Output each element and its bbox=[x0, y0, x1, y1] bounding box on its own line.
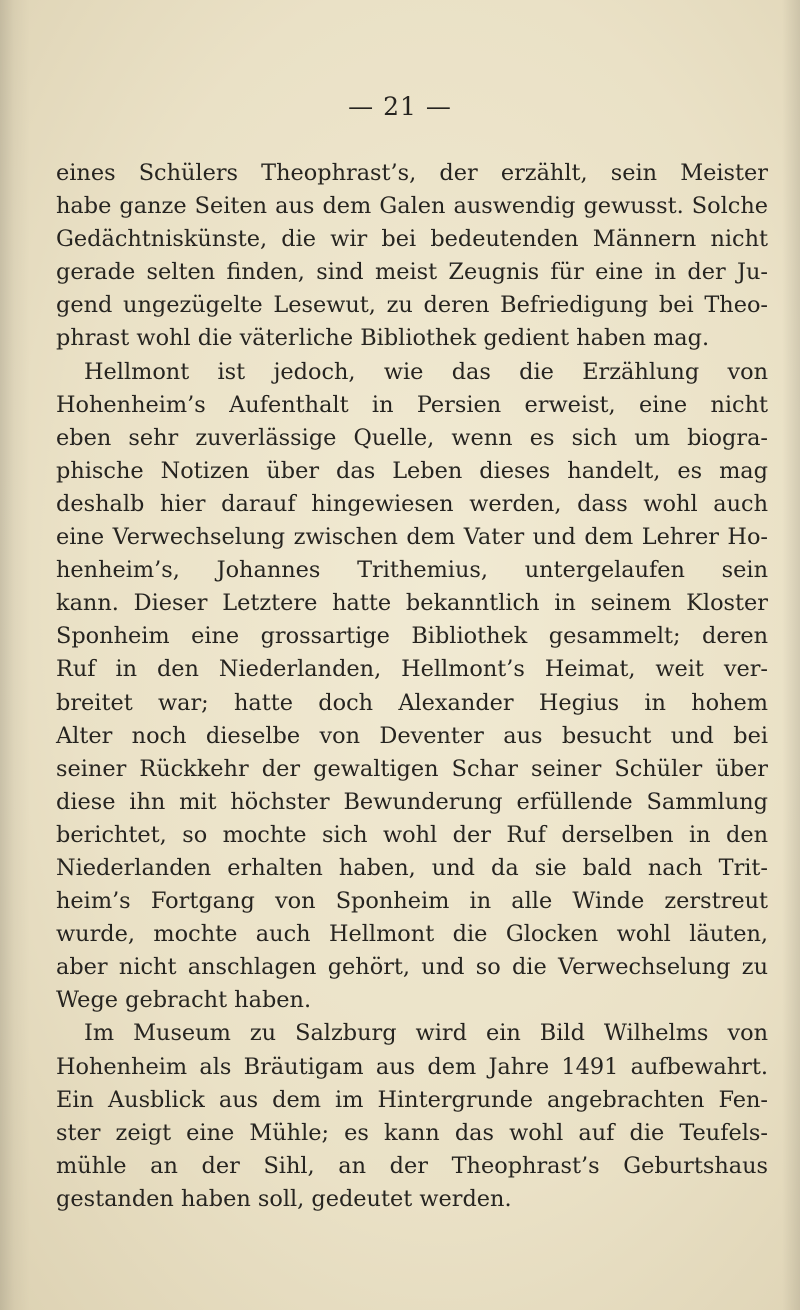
text-line: Hohenheim’s Aufenthalt in Persien erweist, eine nicht bbox=[56, 391, 768, 418]
text-line: wurde, mochte auch Hellmont die Glocken wohl läuten, bbox=[56, 921, 768, 948]
text-line: breitet war; hatte doch Alexander Hegius in hohem bbox=[56, 689, 768, 716]
text-line: seiner Rückkehr der gewaltigen Schar seiner Schüler über bbox=[56, 755, 768, 782]
text-line: phrast wohl die väterliche Bibliothek gedient haben mag. bbox=[56, 325, 710, 352]
text-line: ster zeigt eine Mühle; es kann das wohl auf die Teufels- bbox=[56, 1119, 768, 1146]
text-line: gestanden haben soll, gedeutet werden. bbox=[56, 1185, 512, 1212]
text-line: Wege gebracht haben. bbox=[56, 987, 312, 1014]
text-line: Sponheim eine grossartige Bibliothek gesammelt; deren bbox=[56, 623, 768, 650]
page-number: — 21 — bbox=[348, 92, 452, 121]
text-line: deshalb hier darauf hingewiesen werden, dass wohl auch bbox=[56, 490, 768, 517]
text-line: Ruf in den Niederlanden, Hellmont’s Heimat, weit ver- bbox=[56, 656, 768, 683]
text-line: Im Museum zu Salzburg wird ein Bild Wilhelms von bbox=[84, 1020, 768, 1047]
text-line: Hellmont ist jedoch, wie das die Erzählung von bbox=[84, 358, 768, 385]
body-text bbox=[56, 157, 768, 1216]
text-line: aber nicht anschlagen gehört, und so die Verwechselung zu bbox=[56, 954, 768, 981]
text-line: eine Verwechselung zwischen dem Vater und dem Lehrer Ho- bbox=[56, 524, 768, 551]
text-line: henheim’s, Johannes Trithemius, untergelaufen sein bbox=[56, 557, 768, 584]
text-line: eines Schülers Theophrast’s, der erzählt, sein Meister bbox=[56, 160, 768, 186]
text-line: Niederlanden erhalten haben, und da sie bald nach Trit- bbox=[56, 854, 768, 881]
text-line: gend ungezügelte Lesewut, zu deren Befriedigung bei Theo- bbox=[56, 292, 768, 319]
text-line: heim’s Fortgang von Sponheim in alle Winde zerstreut bbox=[56, 888, 768, 915]
text-line: eben sehr zuverlässige Quelle, wenn es sich um biogra- bbox=[56, 424, 768, 451]
text-line: gerade selten finden, sind meist Zeugnis für eine in der Ju- bbox=[56, 259, 768, 286]
text-line: Alter noch dieselbe von Deventer aus besucht und bei bbox=[56, 722, 768, 749]
text-line: habe ganze Seiten aus dem Galen auswendig gewusst. Solche bbox=[56, 193, 768, 220]
text-line: phische Notizen über das Leben dieses handelt, es mag bbox=[56, 457, 768, 484]
text-line: Gedächtniskünste, die wir bei bedeutenden Männern nicht bbox=[56, 226, 768, 253]
text-line: diese ihn mit höchster Bewunderung erfüllende Sammlung bbox=[56, 788, 768, 815]
text-line: Ein Ausblick aus dem im Hintergrunde angebrachten Fen- bbox=[56, 1086, 768, 1113]
text-line: mühle an der Sihl, an der Theophrast’s Geburtshaus bbox=[56, 1152, 768, 1179]
text-line: berichtet, so mochte sich wohl der Ruf derselben in den bbox=[56, 821, 768, 848]
text-line: kann. Dieser Letztere hatte bekanntlich in seinem Kloster bbox=[56, 590, 768, 617]
text-line: Hohenheim als Bräutigam aus dem Jahre 1491 aufbewahrt. bbox=[56, 1053, 768, 1080]
